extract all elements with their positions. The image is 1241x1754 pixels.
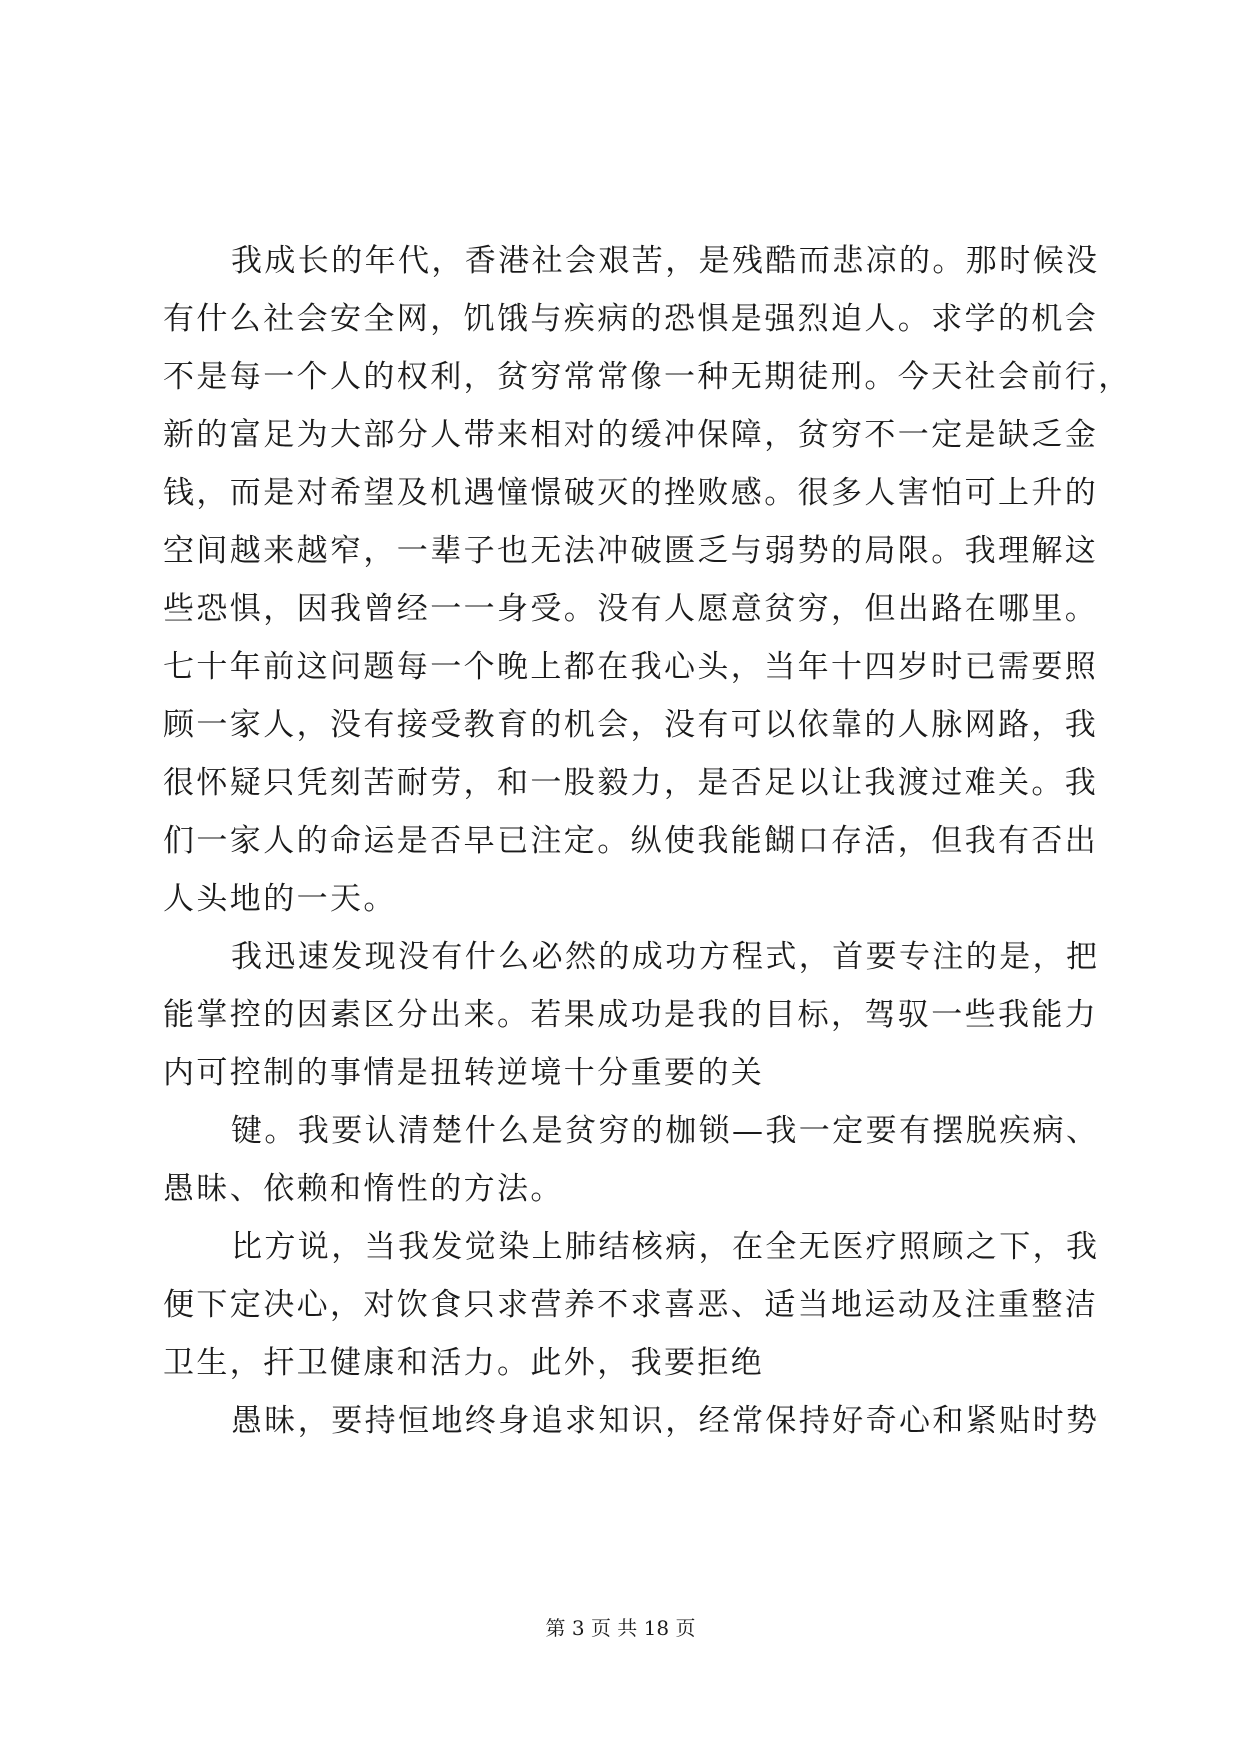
text-line: 顾一家人，没有接受教育的机会，没有可以依靠的人脉网路，我	[163, 707, 1099, 743]
text-line: 有什么社会安全网，饥饿与疾病的恐惧是强烈迫人。求学的机会	[163, 301, 1099, 337]
text-line: 比方说，当我发觉染上肺结核病，在全无医疗照顾之下，我	[231, 1229, 1100, 1265]
text-line: 们一家人的命运是否早已注定。纵使我能餬口存活，但我有否出	[163, 823, 1099, 859]
document-body	[163, 232, 1132, 1450]
text-line: 人头地的一天。	[163, 881, 397, 917]
text-line: 我成长的年代，香港社会艰苦，是残酷而悲凉的。那时候没	[231, 243, 1100, 279]
text-line: 键。我要认清楚什么是贫穷的枷锁—我一定要有摆脱疾病、	[231, 1113, 1100, 1149]
text-line: 些恐惧，因我曾经一一身受。没有人愿意贫穷，但出路在哪里。	[163, 591, 1099, 627]
text-line: 卫生，扞卫健康和活力。此外，我要拒绝	[163, 1345, 765, 1381]
text-line: 愚昧，要持恒地终身追求知识，经常保持好奇心和紧贴时势	[231, 1403, 1100, 1439]
text-line: 不是每一个人的权利，贫穷常常像一种无期徒刑。今天社会前行，	[163, 359, 1132, 395]
text-line: 内可控制的事情是扭转逆境十分重要的关	[163, 1055, 765, 1091]
text-line: 新的富足为大部分人带来相对的缓冲保障，贫穷不一定是缺乏金	[163, 417, 1099, 453]
text-line: 七十年前这问题每一个晚上都在我心头，当年十四岁时已需要照	[163, 649, 1099, 685]
text-line: 便下定决心，对饮食只求营养不求喜恶、适当地运动及注重整洁	[163, 1287, 1099, 1323]
page-number-footer: 第 3 页 共 18 页	[545, 1616, 696, 1640]
text-line: 空间越来越窄，一辈子也无法冲破匮乏与弱势的局限。我理解这	[163, 533, 1099, 569]
text-line: 我迅速发现没有什么必然的成功方程式，首要专注的是，把	[231, 939, 1100, 975]
text-line: 很怀疑只凭刻苦耐劳，和一股毅力，是否足以让我渡过难关。我	[163, 765, 1099, 801]
text-line: 能掌控的因素区分出来。若果成功是我的目标，驾驭一些我能力	[163, 997, 1099, 1033]
text-line: 愚昧、依赖和惰性的方法。	[163, 1171, 564, 1207]
text-line: 钱，而是对希望及机遇憧憬破灭的挫败感。很多人害怕可上升的	[163, 475, 1099, 511]
